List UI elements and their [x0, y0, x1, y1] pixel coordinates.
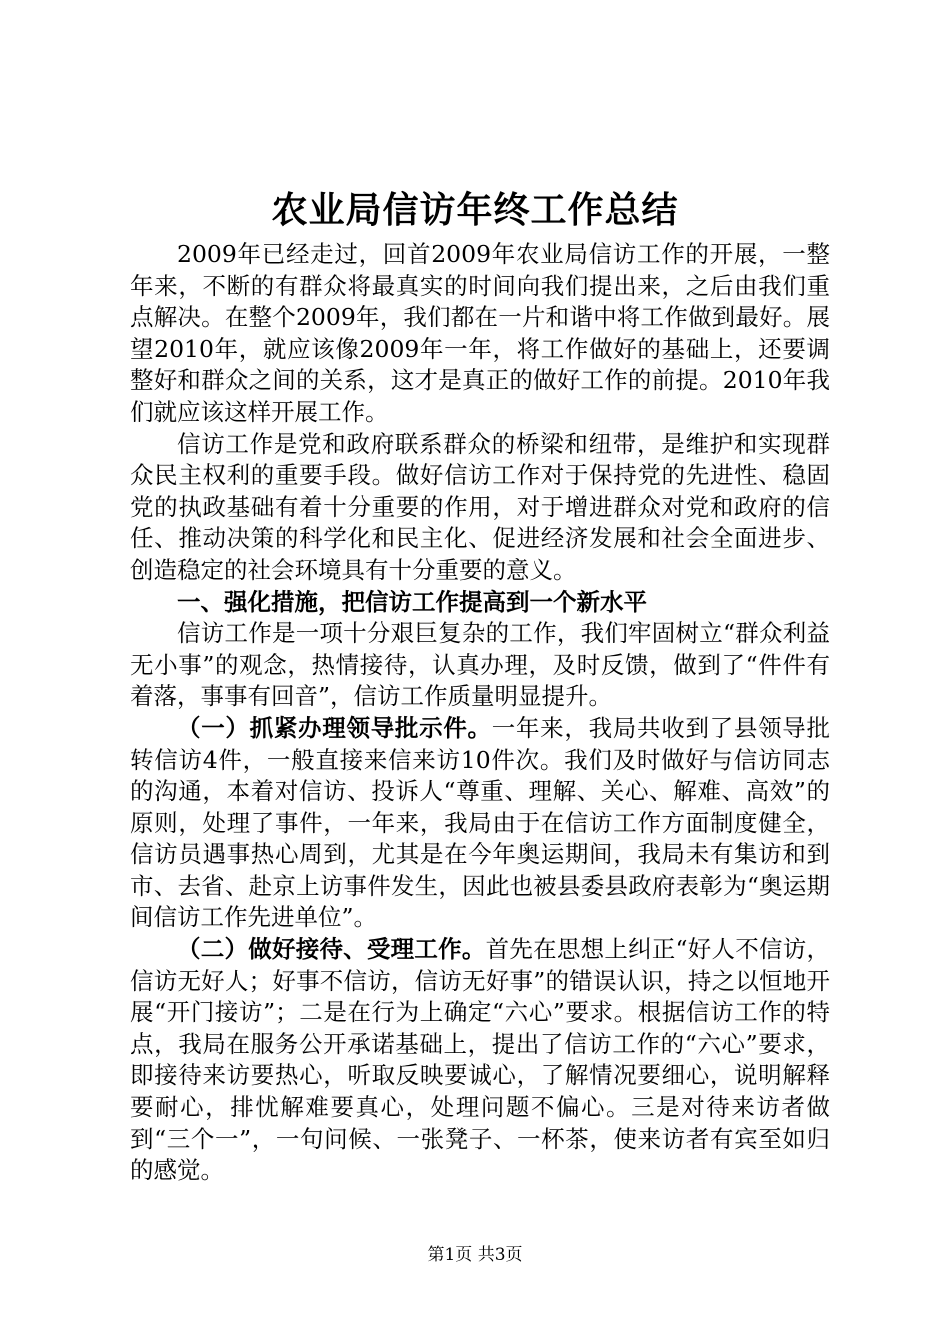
page-footer: 第1页 共3页 — [427, 1245, 523, 1265]
item-text: 一年来，我局共收到了县领导批转信访4件，一般直接来信来访10件次。我们及时做好与信访同志的沟通，本着对信访、投诉人“尊重、理解、关心、解难、高效”的原则，处理了事件，一年来，我局由于在信访工作方面制度健全，信访员遇事热心周到，尤其是在今年奥运期间，我局未有集访和到市、去省、赴京上访事件发生，因此也被县委县政府表彰为“奥运期间信访工作先进单位”。 — [130, 713, 830, 932]
paragraph-significance: 信访工作是党和政府联系群众的桥梁和纽带，是维护和实现群众民主权利的重要手段。做好信访工作对于保持党的先进性、稳固党的执政基础有着十分重要的作用，对于增进群众对党和政府的信任、推动决策的科学化和民主化、促进经济发展和社会全面进步、创造稳定的社会环境具有十分重要的意义。 — [130, 429, 830, 584]
item-lead: （一）抓紧办理领导批示件。 — [177, 713, 492, 742]
section-heading: 一、强化措施，把信访工作提高到一个新水平 — [177, 587, 647, 616]
item-leader-instructions — [130, 713, 830, 934]
document-title: 农业局信访年终工作总结 — [271, 189, 679, 231]
item-text: 首先在思想上纠正“好人不信访，信访无好人；好事不信访，信访无好事”的错误认识，持之以恒地开展“开门接访”；二是在行为上确定“六心”要求。根据信访工作的特点，我局在服务公开承诺基础上，提出了信访工作的“六心”要求，即接待来访要热心，听取反映要诚心，了解情况要细心，说明解释要耐心，排忧解难要真心，处理问题不偏心。三是对待来访者做到“三个一”，一句问候、一张凳子、一杯茶，使来访者有宾至如归的感觉。 — [130, 935, 831, 1185]
section-intro: 信访工作是一项十分艰巨复杂的工作，我们牢固树立“群众利益无小事”的观念，热情接待，认真办理，及时反馈，做到了“件件有着落，事事有回音”，信访工作质量明显提升。 — [130, 619, 830, 711]
paragraph-intro: 2009年已经走过，回首2009年农业局信访工作的开展，一整年来，不断的有群众将最真实的时间向我们提出来，之后由我们重点解决。在整个2009年，我们都在一片和谐中将工作做到最好。展望2010年，就应该像2009年一年，将工作做好的基础上，还要调整好和群众之间的关系，这才是真正的做好工作的前提。2010年我们就应该这样开展工作。 — [130, 240, 830, 426]
item-reception — [130, 934, 830, 1187]
document-body — [130, 239, 830, 1187]
item-lead: （二）做好接待、受理工作。 — [177, 935, 486, 964]
